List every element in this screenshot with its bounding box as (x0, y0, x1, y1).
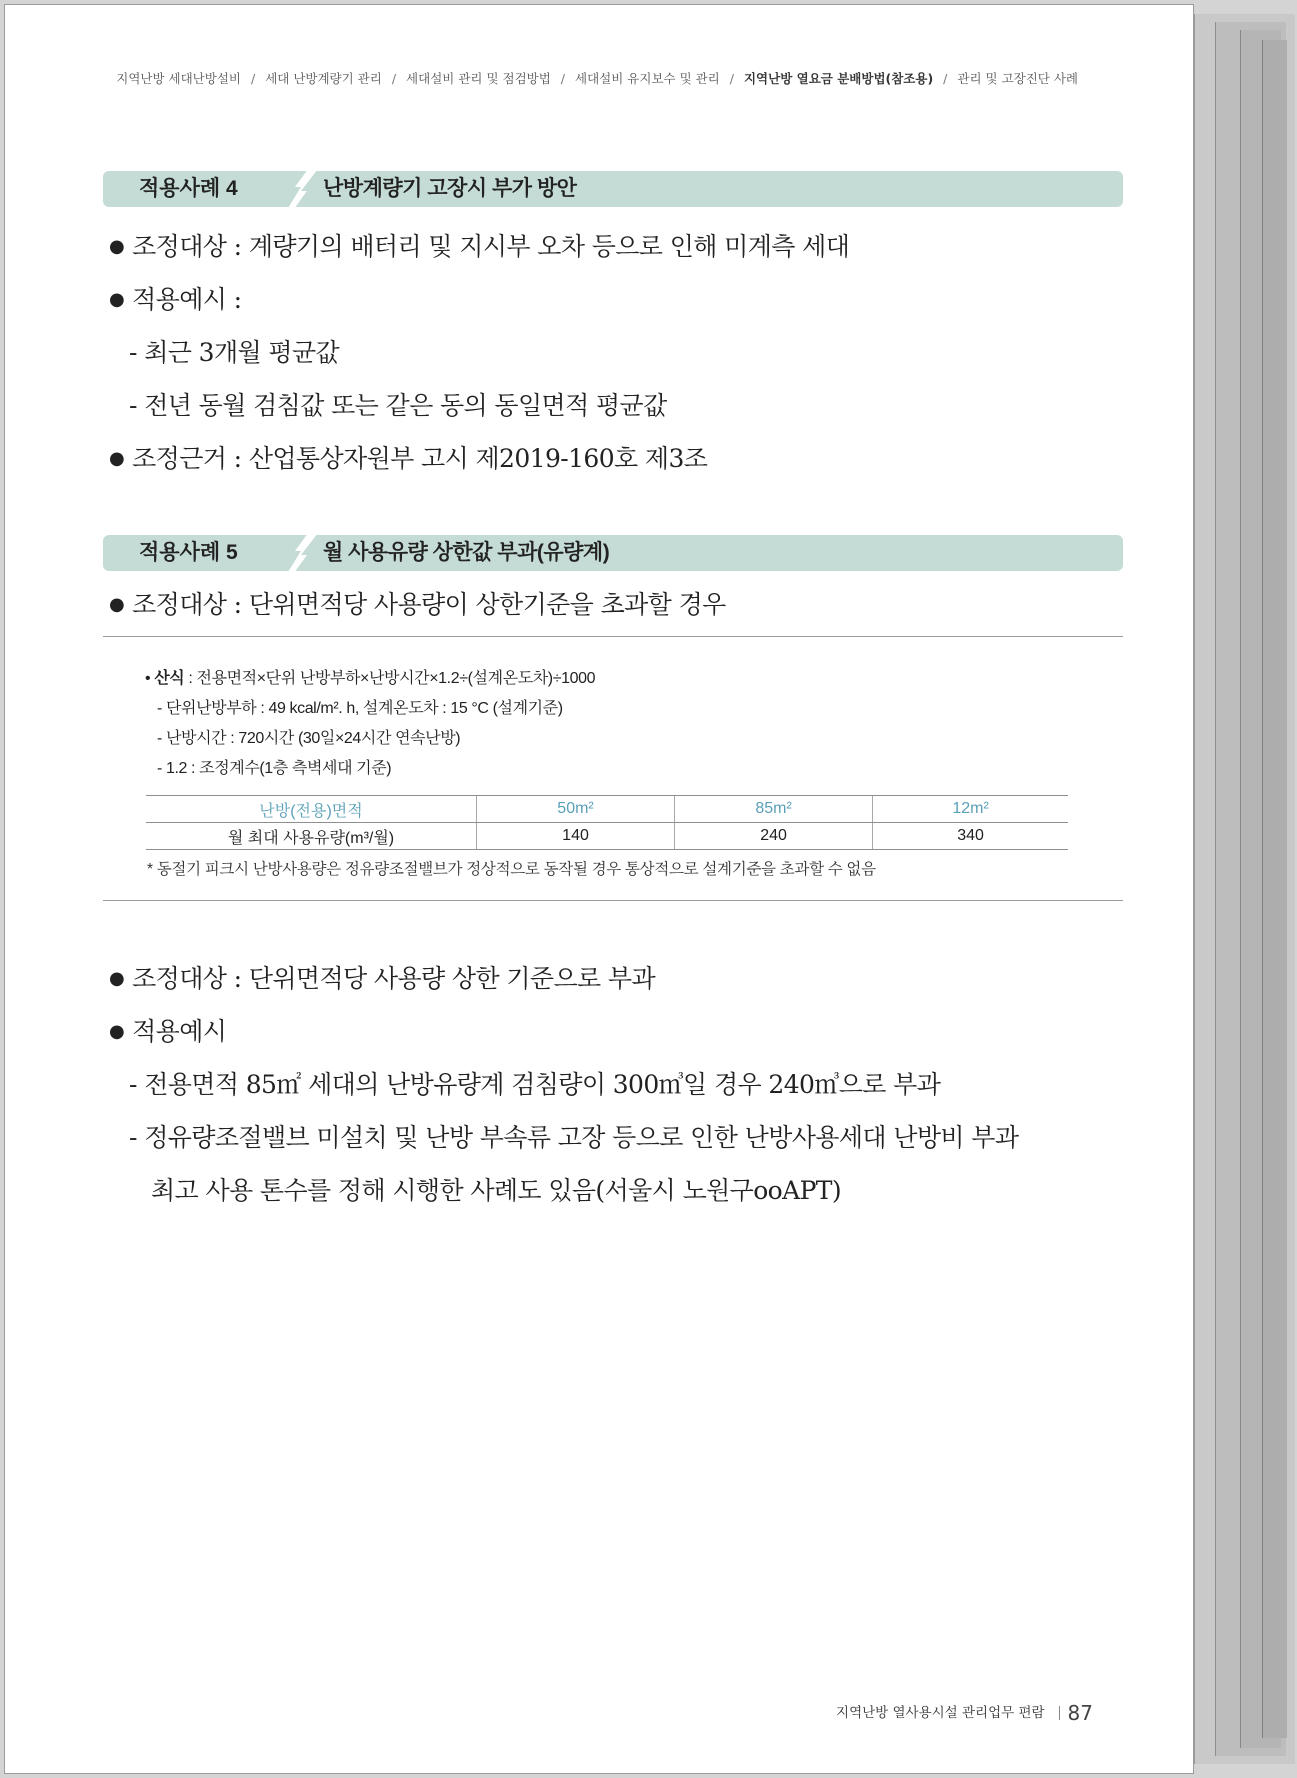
divider (103, 900, 1123, 901)
breadcrumb-item: 지역난방 세대난방설비 (116, 71, 241, 86)
case-number: 적용사례 5 (139, 541, 238, 564)
formula-detail: - 1.2 : 조정계수(1층 측벽세대 기준) (157, 760, 392, 777)
case-title: 월 사용유량 상한값 부과(유량계) (323, 541, 610, 564)
footer-divider (1059, 1706, 1060, 1720)
case4-example-label: ● 적용예시 : (109, 285, 242, 314)
table-cell: 140 (477, 823, 675, 850)
case4-example-2: - 전년 동월 검침값 또는 같은 동의 동일면적 평균값 (129, 391, 667, 420)
case5-target-2: ● 조정대상 : 단위면적당 사용량 상한 기준으로 부과 (109, 964, 656, 993)
breadcrumb-item: 관리 및 고장진단 사례 (957, 71, 1078, 86)
case-number: 적용사례 4 (139, 177, 238, 200)
formula-label: 산식 (154, 670, 185, 687)
bullet-icon: ● (109, 236, 125, 257)
case5-target: ● 조정대상 : 단위면적당 사용량이 상한기준을 초과할 경우 (109, 590, 726, 619)
formula-detail: - 단위난방부하 : 49 kcal/m². h, 설계온도차 : 15 °C (설계기준) (157, 700, 563, 717)
case5-example-1: - 전용면적 85㎡ 세대의 난방유량계 검침량이 300㎥일 경우 240㎥으로 부과 (129, 1070, 941, 1099)
breadcrumb: 지역난방 세대난방설비 / 세대 난방계량기 관리 / 세대설비 관리 및 점검방법 / 세대설비 유지보수 및 관리 / 지역난방 열요금 분배방법(참조용) / 관리 및 고장진단 사례 (116, 71, 1078, 86)
section-header-case5 (103, 535, 1123, 571)
bullet-icon: ● (109, 594, 125, 615)
case4-basis: ● 조정근거 : 산업통상자원부 고시 제2019-160호 제3조 (109, 444, 708, 473)
table-header-row (146, 796, 1068, 823)
usage-table (146, 795, 1068, 850)
table-cell: 월 최대 사용유량(m³/월) (146, 823, 477, 850)
book-title: 지역난방 열사용시설 관리업무 편람 (836, 1705, 1045, 1721)
breadcrumb-item: 세대설비 관리 및 점검방법 (406, 71, 551, 86)
formula: • 산식 : 전용면적×단위 난방부하×난방시간×1.2÷(설계온도차)÷1000 (145, 670, 596, 687)
breadcrumb-item: 세대설비 유지보수 및 관리 (575, 71, 720, 86)
page-stack (1262, 40, 1287, 1738)
bullet-icon: ● (109, 289, 125, 310)
breadcrumb-item: 세대 난방계량기 관리 (265, 71, 382, 86)
formula-detail: - 난방시간 : 720시간 (30일×24시간 연속난방) (157, 730, 461, 747)
bullet-icon: ● (109, 968, 125, 989)
case4-example-1: - 최근 3개월 평균값 (129, 338, 340, 367)
case5-example-2: - 정유량조절밸브 미설치 및 난방 부속류 고장 등으로 인한 난방사용세대 난방비 부과 (129, 1123, 1019, 1152)
footnote: * 동절기 피크시 난방사용량은 정유량조절밸브가 정상적으로 동작될 경우 통상적으로 설계기준을 초과할 수 없음 (147, 861, 876, 878)
section-header-case4 (103, 171, 1123, 207)
table-header: 50m² (477, 796, 675, 823)
page-number: 87 (1067, 1701, 1093, 1725)
divider (103, 636, 1123, 637)
table-row (146, 823, 1068, 850)
case5-example-label: ● 적용예시 (109, 1017, 227, 1046)
case5-example-3: 최고 사용 톤수를 정해 시행한 사례도 있음(서울시 노원구ooAPT) (151, 1176, 842, 1205)
table-header: 85m² (675, 796, 873, 823)
table-cell: 340 (873, 823, 1068, 850)
table-header: 12m² (873, 796, 1068, 823)
table-cell: 240 (675, 823, 873, 850)
table-header: 난방(전용)면적 (146, 796, 477, 823)
bullet-icon: ● (109, 448, 125, 469)
page-footer (836, 1701, 1093, 1725)
case-title: 난방계량기 고장시 부가 방안 (323, 177, 577, 200)
document-page (4, 4, 1194, 1774)
case4-target: ● 조정대상 : 계량기의 배터리 및 지시부 오차 등으로 인해 미계측 세대 (109, 232, 850, 261)
bullet-icon: ● (109, 1021, 125, 1042)
breadcrumb-item-current: 지역난방 열요금 분배방법(참조용) (743, 71, 934, 86)
